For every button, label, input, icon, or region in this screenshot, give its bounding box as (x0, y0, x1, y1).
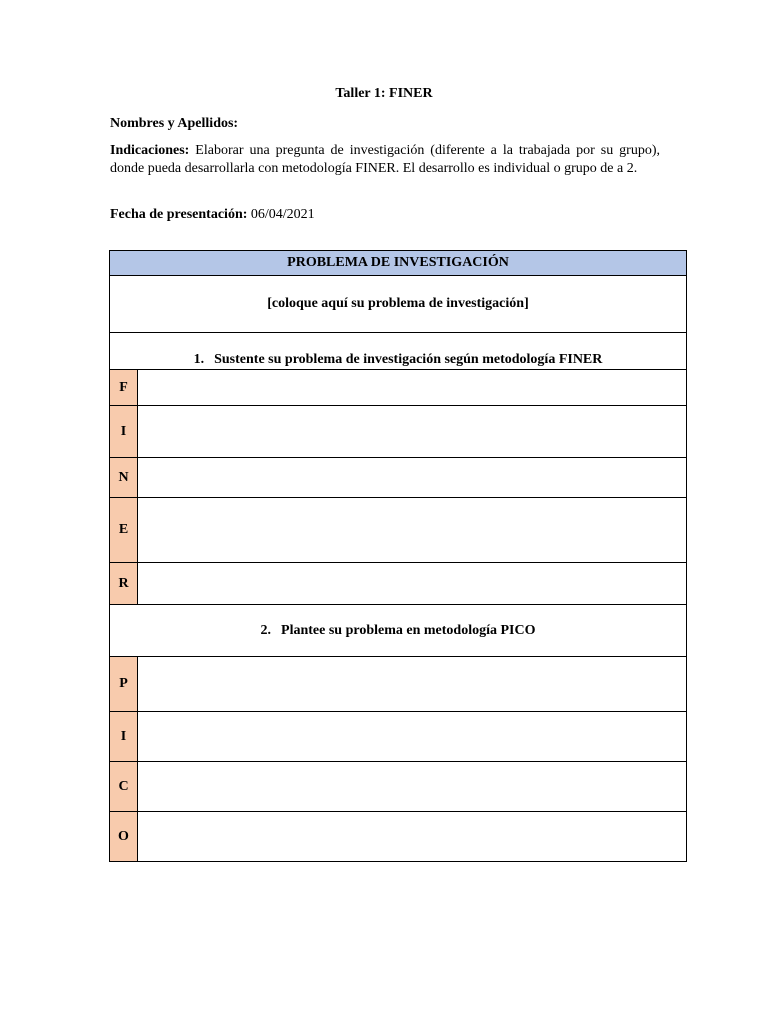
table-header: PROBLEMA DE INVESTIGACIÓN (110, 251, 687, 276)
finer-section-row (110, 333, 687, 370)
table-row (110, 762, 687, 812)
pico-answer-cell[interactable] (138, 762, 687, 812)
names-label: Nombres y Apellidos: (110, 116, 239, 131)
finer-section-heading (110, 333, 687, 370)
finer-answer-cell[interactable] (138, 370, 687, 406)
pico-answer-cell[interactable] (138, 812, 687, 862)
finer-form-table (109, 250, 687, 862)
table-row (110, 563, 687, 605)
finer-section-number: 1. (193, 352, 205, 367)
finer-section-title: Sustente su problema de investigación según metodología FINER (214, 352, 603, 367)
date-label: Fecha de presentación: (110, 207, 248, 222)
table-header-row (110, 251, 687, 276)
table-row (110, 498, 687, 563)
pico-answer-cell[interactable] (138, 657, 687, 712)
pico-answer-cell[interactable] (138, 712, 687, 762)
finer-letter: R (110, 563, 138, 605)
pico-section-number: 2. (260, 622, 272, 638)
pico-letter: O (110, 812, 138, 862)
problem-placeholder[interactable]: [coloque aquí su problema de investigación] (110, 276, 687, 333)
finer-answer-cell[interactable] (138, 498, 687, 563)
finer-answer-cell[interactable] (138, 406, 687, 458)
table-row (110, 406, 687, 458)
pico-letter: I (110, 712, 138, 762)
table-row (110, 458, 687, 498)
instructions-label: Indicaciones: (110, 143, 190, 158)
finer-answer-cell[interactable] (138, 563, 687, 605)
instructions-text: Elaborar una pregunta de investigación (diferente a la trabajada por su grupo), donde pueda desarrollarla con metodología FINER. El desarrollo es individual o grupo de a 2. (110, 143, 660, 176)
names-field (110, 115, 660, 133)
pico-section-title: Plantee su problema en metodología PICO (281, 622, 536, 638)
pico-section-heading (110, 605, 687, 657)
page-title: Taller 1: FINER (335, 86, 433, 101)
problem-row (110, 276, 687, 333)
finer-letter: F (110, 370, 138, 406)
table-row (110, 812, 687, 862)
table-row (110, 712, 687, 762)
finer-letter: E (110, 498, 138, 563)
table-row (110, 370, 687, 406)
pico-letter: C (110, 762, 138, 812)
date-value: 06/04/2021 (250, 207, 315, 222)
table-row (110, 657, 687, 712)
pico-letter: P (110, 657, 138, 712)
finer-letter: N (110, 458, 138, 498)
finer-letter: I (110, 406, 138, 458)
pico-section-row (110, 605, 687, 657)
finer-answer-cell[interactable] (138, 458, 687, 498)
date-field (110, 206, 660, 224)
instructions-paragraph (110, 142, 660, 178)
